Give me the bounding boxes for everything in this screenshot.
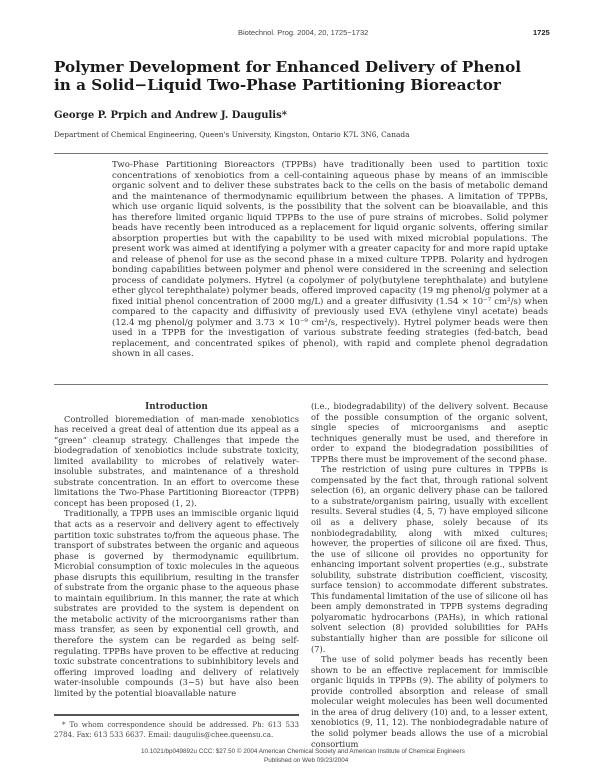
body-paragraph: (i.e., biodegradability) of the delivery solvent. Because of the possible consumption of the organic solvent, single species of microorganisms and aseptic techniques generally must be used, and therefore in order to expand the biodegradation possibilities of TPPBs there must be improvement of the second phase. [311,401,548,464]
abstract-divider [54,384,548,385]
footnote-divider [54,714,299,716]
section-heading-introduction: Introduction [145,402,208,412]
page-number: 1725 [533,28,550,37]
doi-copyright-line: 10.1021/bp049892u CCC: $27.50 © 2004 American Chemical Society and American Institute of Chemical Engineers [141,748,465,755]
journal-citation: Biotechnol. Prog. 2004, 20, 1725−1732 [238,28,369,37]
affiliation: Department of Chemical Engineering, Queen's University, Kingston, Ontario K7L 3N6, Canada [54,130,410,139]
body-paragraph: The use of solid polymer beads has recently been shown to be an effective replacement for immiscible organic liquids in TPPBs (9). The ability of polymers to provide controlled absorption and release of small molecular weight molecules has been well documented in the area of drug delivery (10) and, to a lesser extent, xenobiotics (9, 11, 12). The nonbiodegradable nature of the solid polymer beads allows the use of a microbial consortium [311,654,548,749]
article-title: Polymer Development for Enhanced Delivery of Phenol in a Solid−Liquid Two-Phase Partitioning Bioreactor [54,58,521,94]
correspondence-footnote: * To whom correspondence should be addressed. Ph: 613 533 2784. Fax: 613 533 6637. Email: daugulis@chee.queensu.ca. [54,720,299,739]
author-list: George P. Prpich and Andrew J. Daugulis* [54,110,287,121]
right-column [311,401,548,749]
body-paragraph: Controlled bioremediation of man-made xenobiotics has received a great deal of attention due its appeal as a “green” cleanup strategy. Challenges that impede the biodegradation of xenobiotics include substrate toxicity, limited availability to microbes of relatively water-insoluble substrates, and maintenance of a threshold substrate concentration. In an effort to overcome these limitations the Two-Phase Partitioning Bioreactor (TPPB) concept has been proposed (1, 2). [54,413,299,508]
left-column [54,402,299,698]
body-paragraph: The restriction of using pure cultures in TPPBs is compensated by the fact that, through rational solvent selection (6), an organic delivery phase can be tailored to a substrate/organism pairing, usually with excellent results. Several studies (4, 5, 7) have employed silicone oil as a delivery phase, solely because of its nonbiodegradability, along with mixed cultures; however, the properties of silicone oil are fixed. Thus, the use of silicone oil provides no opportunity for enhancing important solvent properties (e.g., substrate solubility, substrate distribution coefficient, viscosity, surface tension) to accommodate different substrates. This fundamental limitation of the use of silicone oil has been amply demonstrated in TPPB systems degrading polyaromatic hydrocarbons (PAHs), in which rational solvent selection (8) provided solubilities for PAHs substantially higher than are possible for silicone oil (7). [311,464,548,654]
abstract: Two-Phase Partitioning Bioreactors (TPPBs) have traditionally been used to partition toxic concentrations of xenobiotics from a cell-containing aqueous phase by means of an immiscible organic solvent and to deliver these substrates back to the cells on the basis of metabolic demand and the maintenance of thermodynamic equilibrium between the phases. A limitation of TPPBs, which use organic liquid solvents, is the possibility that the solvent can be bioavailable, and this has therefore limited organic liquid TPPBs to the use of pure strains of microbes. Solid polymer beads have recently been introduced as a replacement for liquid organic solvents, offering similar absorption properties but with the capability to be used with mixed microbial populations. The present work was aimed at identifying a polymer with a greater capacity for and more rapid uptake and release of phenol for use as the second phase in a mixed culture TPPB. Polarity and hydrogen bonding capabilities between polymer and phenol were considered in the screening and selection process of candidate polymers. Hytrel (a copolymer of poly(butylene terephthalate) and butylene ether glycol terephthalate) polymer beads, offered improved capacity (19 mg phenol/g polymer at a fixed initial phenol concentration of 2000 mg/L) and a greater diffusivity (1.54 × 10⁻⁷ cm²/s) when compared to the capacity and diffusivity of previously used EVA (ethylene vinyl acetate) beads (12.4 mg phenol/g polymer and 3.73 × 10⁻⁹ cm²/s, respectively). Hytrel polymer beads were then used in a TPPB for the investigation of various substrate feeding strategies (fed-batch, bead replacement, and concentrated spikes of phenol), with rapid and complete phenol degradation shown in all cases. [112,160,548,359]
header-divider [54,153,548,154]
body-paragraph: Traditionally, a TPPB uses an immiscible organic liquid that acts as a reservoir and delivery agent to effectively partition toxic substrates to/from the aqueous phase. The transport of substrates between the organic and aqueous phase is governed by thermodynamic equilibrium. Microbial consumption of toxic molecules in the aqueous phase disrupts this equilibrium, resulting in the transfer of substrate from the organic phase to the aqueous phase to maintain equilibrium. In this manner, the rate at which substrates are provided to the system is dependent on the metabolic activity of the microorganisms rather than mass transfer, as seen by exponential cell growth, and therefore the system can be regarded as being self-regulating. TPPBs have proven to be effective at reducing toxic substrate concentrations to subinhibitory levels and offering improved loading and delivery of relatively water-insoluble compounds (3−5) but have also been limited by the potential bioavailable nature [54,508,299,698]
published-date-line: Published on Web 09/23/2004 [264,757,349,764]
